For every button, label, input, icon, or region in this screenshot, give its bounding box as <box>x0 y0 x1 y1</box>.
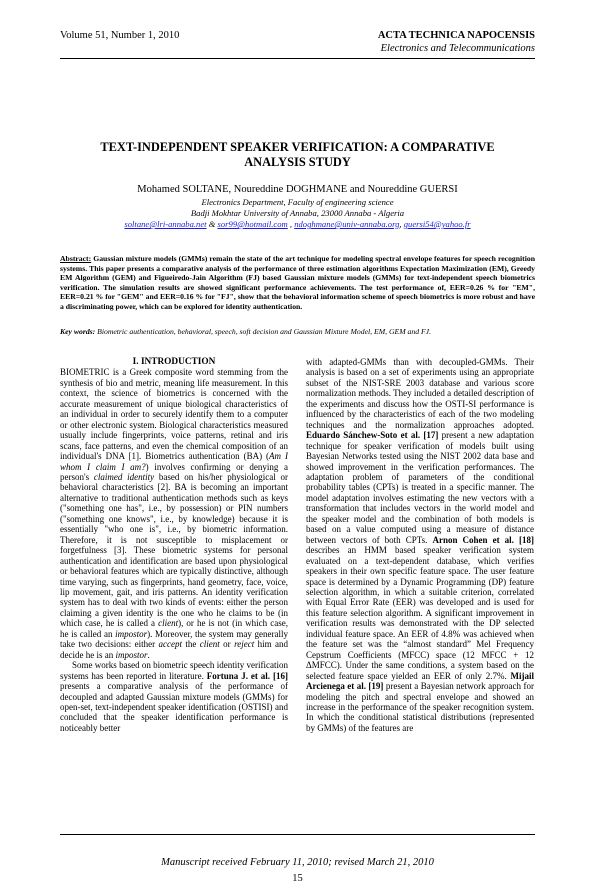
paper-title <box>60 140 535 169</box>
journal-name: ACTA TECHNICA NAPOCENSIS <box>377 30 535 41</box>
volume-info: Volume 51, Number 1, 2010 <box>60 30 180 41</box>
text-run: describes an HMM based speaker verification system evaluated on a text-dependent database, which verifies speakers in their own specific feature space. The user feature space is determined by a Dynamic Programming (DP) feature selection algorithm, in which a suitable criterion, correlated with Equal Error Rate (EER) was developed and is used for this feature selection algorithm. A significant improvement in verification results was demonstrated with the DP selected individual feature space. An EER of 4.8% was achieved when the feature set was the “almost standard” Mel Frequency Cepstrum Coefficients (MFCC) space (12 MFCC + 12 ΔMFCC). Under the same conditions, a system based on the selected feature space yielded an EER of only 2.7%. <box>306 545 534 681</box>
text-run-italic: impostor <box>115 628 148 639</box>
email-link-3[interactable]: ndoghmane@univ-annaba.org <box>294 219 400 229</box>
text-run-italic: impostor <box>115 649 148 660</box>
text-run: the <box>182 639 200 650</box>
text-run: ). Moreover, the system may generally take two decisions: either <box>60 628 288 650</box>
abstract <box>60 254 535 312</box>
manuscript-dates: Manuscript received February 11, 2010; revised March 21, 2010 <box>161 857 434 868</box>
text-run-italic: client <box>199 639 220 650</box>
column-right <box>306 357 534 829</box>
header-rule <box>60 58 535 59</box>
affiliation <box>60 197 535 219</box>
email-link-4[interactable]: guersi54@yahoo.fr <box>403 219 471 229</box>
text-run-italic: Am I whom I claim I am? <box>60 451 288 472</box>
affiliation-line-2: Badji Mokhtar University of Annaba, 23000 Annaba - Algeria <box>190 208 405 218</box>
text-run: Some works based on biometric speech identity verification systems has been reported in literature. <box>60 660 288 681</box>
email-link-2[interactable]: sor99@hotmail.com <box>217 219 288 229</box>
intro-paragraph-1 <box>60 367 288 660</box>
page-number: 15 <box>292 873 303 884</box>
text-run: . <box>147 649 150 660</box>
title-line-1: TEXT-INDEPENDENT SPEAKER VERIFICATION: A COMPARATIVE <box>100 140 495 154</box>
email-link-1[interactable]: soltane@lri-annaba.net <box>124 219 207 229</box>
text-run-italic: accept <box>158 639 183 650</box>
section-heading: I. INTRODUCTION <box>132 357 216 367</box>
keywords-text: Biometric authentication, behavioral, speech, soft decision and Gaussian Mixture Model, EM, GEM and FJ. <box>95 327 431 336</box>
text-run: presents a comparative analysis of the performance of decoupled and adapted Gaussian mixture models (GMMs) for open-set, text-independent speaker identification (OSTISI) and concluded that the speaker identification performance is noticeably better <box>60 681 288 733</box>
cited-author: Arnon Cohen et al. [18] <box>432 534 534 545</box>
authors: Mohamed SOLTANE, Noureddine DOGHMANE and Noureddine GUERSI <box>137 184 458 195</box>
text-run-italic: claimed identity <box>93 471 155 482</box>
text-run: or <box>219 639 235 650</box>
abstract-label: Abstract: <box>60 254 92 263</box>
intro-paragraph-2 <box>60 660 288 733</box>
text-run: with adapted-GMMs than with decoupled-GMMs. Their analysis is based on a set of experiments using an appropriate subset of the NIST-SRE 2003 database and various score normalization methods. They included a detailed description of the experiments and discuss how the OSTI-SI performance is influenced by the characteristics of each of the two modeling techniques and the normalization approaches adopted. <box>306 357 534 430</box>
cited-author: Eduardo Sánchew-Soto et al. [17] <box>306 430 439 441</box>
keywords-label: Key words: <box>60 327 96 336</box>
cited-author: Mijail Arcienega et al. [19] <box>306 670 534 692</box>
intro-paragraph-continued <box>306 357 534 733</box>
email-separator: , <box>399 219 404 229</box>
text-run-italic: client <box>158 618 179 629</box>
journal-subtitle: Electronics and Telecommunications <box>380 43 535 54</box>
text-run: ), or he is not (in which case, he is called an <box>60 618 288 639</box>
column-left <box>60 357 288 829</box>
text-run: BIOMETRIC is a Greek composite word stemming from the synthesis of bio and metric, meaning life measurement. In this context, the science of biometrics is concerned with the accurate measurement of unique biological characteristics of an individual in order to securely identify them to a computer or other electronic system. Biological characteristics measured usually include fingerprints, voice patterns, retinal and iris scans, face patterns, and even the chemical composition of an individual's DNA [1]. Biometrics authentication (BA) ( <box>60 367 288 462</box>
text-run: ) involves confirming or denying a person's <box>60 461 288 482</box>
email-separator: & <box>206 219 218 229</box>
text-run: present a Bayesian network approach for modeling the pitch and spectral envelope and showed an increase in the performance of the speaker recognition system. In which the conditional statistical distributions (represented by GMMs) of the features are <box>306 681 534 733</box>
text-run: him and decide he is an <box>60 639 288 660</box>
author-emails <box>60 219 535 229</box>
footer-rule <box>60 834 535 835</box>
email-separator: , <box>287 219 295 229</box>
cited-author: Fortuna J. et al. [16] <box>206 670 288 681</box>
text-run: present a new adaptation technique for speaker verification of models built using Bayesian Networks tested using the NIST 2002 data base and showed improvement in the verification performances. The adaptation problem of parameters of the conditional probability tables (CPTs) is treated in a specific manner. The model adaptation involves estimating the new vectors with a transformation that includes vectors in the world model and the speaker model and the combination of both models is based on a value computed using a measure of distance between vectors of both CPTs. <box>306 430 534 545</box>
text-run-italic: reject <box>234 639 255 650</box>
title-line-2: ANALYSIS STUDY <box>244 154 351 169</box>
text-run: based on his/her physiological or behavioral characteristics [2]. BA is becoming an important alternative to traditional authentication methods such as keys ("something one has", i.e., by possession) or PIN numbers ("something one knows", i.e., by knowledge) because it is essentially "who one is", i.e., by biometric information. Therefore, it is not susceptible to misplacement or forgetfulness [3]. These biometric systems for personal authentication and identification are based upon physiological or behavioral features which are typically distinctive, although time varying, such as fingerprints, hand geometry, face, voice, lip movement, gait, and iris patterns. An identity verification system has to deal with two kinds of events: either the person claiming a given identity is the one who he claims to be (in which case, he is called a <box>60 471 288 629</box>
affiliation-line-1: Electronics Department, Faculty of engineering science <box>201 197 394 207</box>
keywords <box>60 327 535 337</box>
abstract-text: Gaussian mixture models (GMMs) remain the state of the art technique for modeling spectral envelope features for speech recognition systems. This paper presents a comparative analysis of the performance of three estimation algorithms Expectation Maximization (EM), Greedy EM Algorithm (GEM) and Figueiredo-Jain Algorithm (FJ) based Gaussian mixture models (GMMs) for text-independent speech biometrics verification. The simulation results are showed significant performance achievements. The test performance of, EER=0.26 % for "EM", EER=0.21 % for "GEM" and EER=0.16 % for "FJ", show that the behavioral information scheme of speech biometrics is more robust and have a discriminating power, which can be explored for identity authentication. <box>60 254 535 311</box>
